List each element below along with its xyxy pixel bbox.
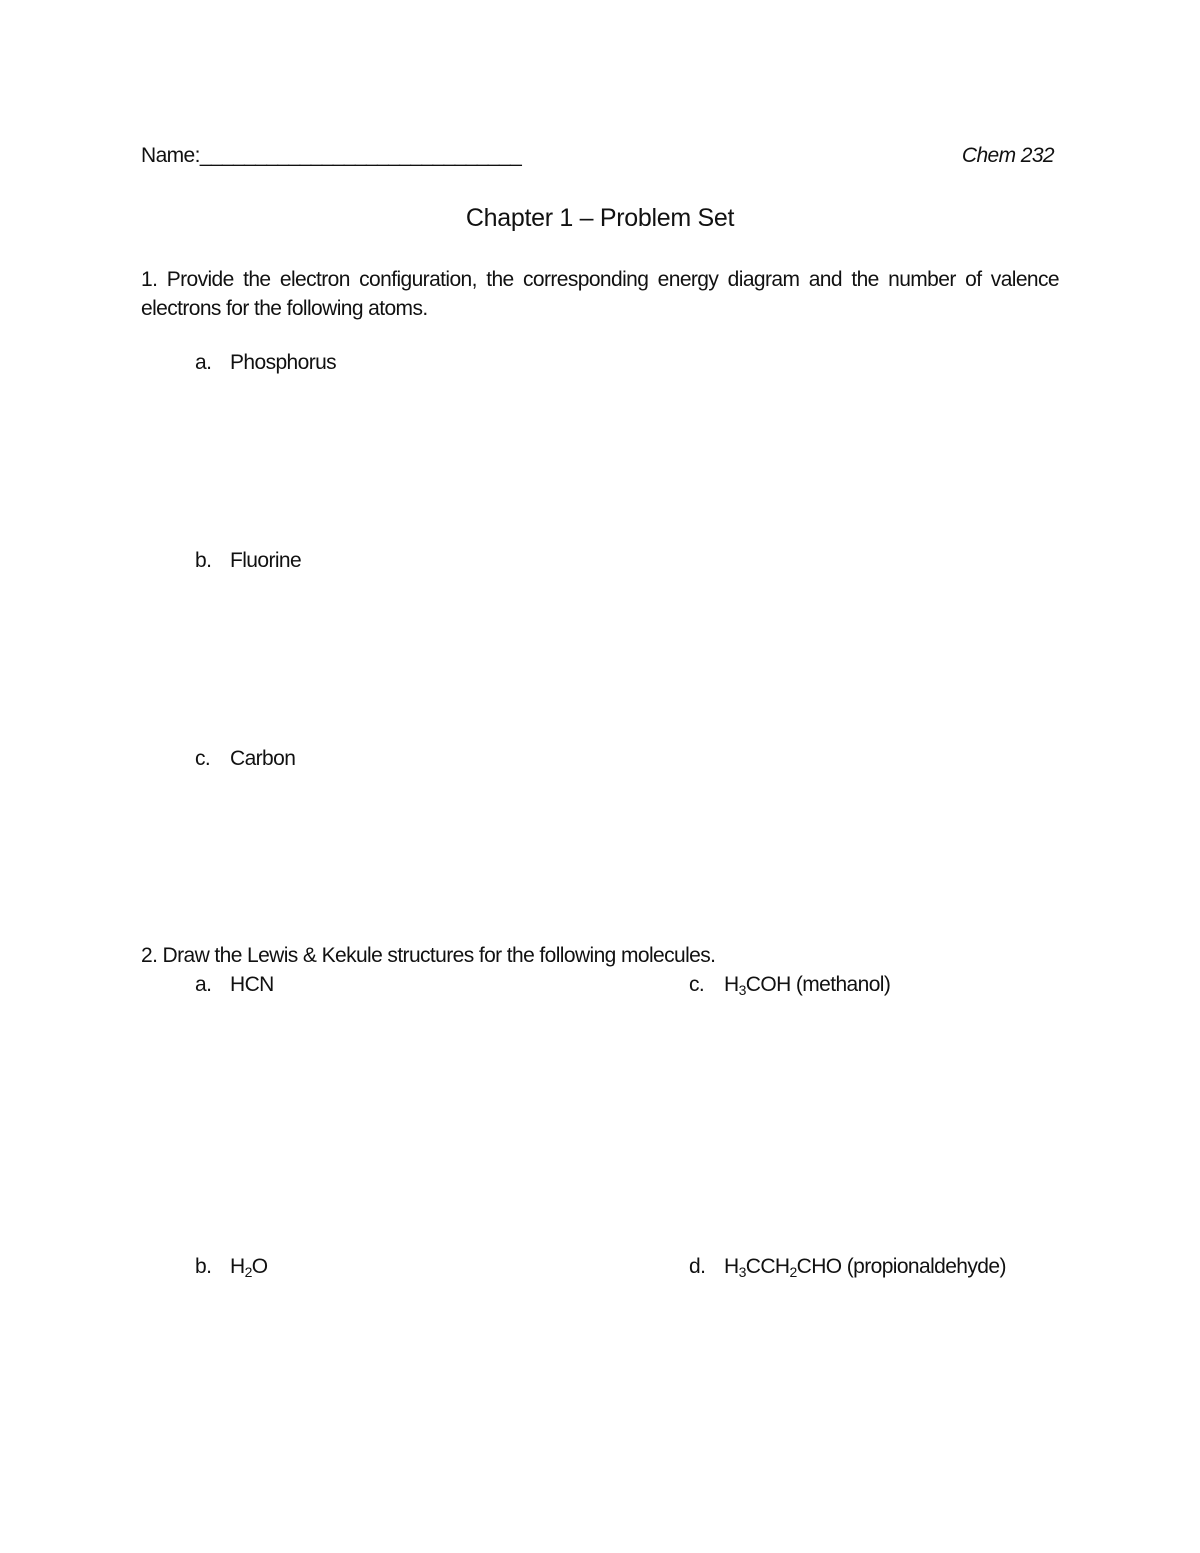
item-text: Carbon — [230, 747, 296, 770]
formula-part: CCH — [745, 1255, 790, 1278]
formula-part: H — [724, 1255, 739, 1278]
q2-item-b — [195, 1255, 268, 1279]
formula-part: H — [230, 1255, 245, 1278]
formula-part: CHO (propionaldehyde) — [796, 1255, 1006, 1278]
question-2: 2. Draw the Lewis & Kekule structures for the following molecules. — [141, 944, 716, 967]
name-label: Name: — [141, 144, 200, 167]
item-letter: d. — [689, 1255, 706, 1278]
formula-part: COH (methanol) — [745, 973, 891, 996]
question-1: 1. Provide the electron configuration, the corresponding energy diagram and the number of valence electrons for the following atoms. — [141, 268, 1059, 320]
formula-subscript: 3 — [738, 1264, 746, 1280]
item-text: HCN — [230, 973, 274, 996]
name-field — [141, 144, 521, 168]
item-text: Fluorine — [230, 549, 302, 572]
item-letter: b. — [195, 549, 212, 572]
course-label: Chem 232 — [961, 144, 1054, 167]
q1-item-a — [195, 351, 336, 375]
formula-subscript: 3 — [738, 982, 746, 998]
name-blank: _____________________________ — [199, 144, 522, 167]
page-title: Chapter 1 – Problem Set — [465, 204, 735, 232]
item-letter: c. — [689, 973, 705, 996]
item-text: Phosphorus — [230, 351, 337, 374]
q2-item-d — [689, 1255, 1006, 1279]
item-letter: a. — [195, 351, 212, 374]
formula-subscript: 2 — [789, 1264, 797, 1280]
q1-item-b — [195, 549, 301, 573]
item-letter: c. — [195, 747, 211, 770]
formula-subscript: 2 — [244, 1264, 252, 1280]
q2-item-a — [195, 973, 274, 997]
q1-item-c — [195, 747, 295, 771]
item-letter: b. — [195, 1255, 212, 1278]
item-letter: a. — [195, 973, 212, 996]
formula-part: O — [251, 1255, 268, 1278]
formula-part: H — [724, 973, 739, 996]
q2-item-c — [689, 973, 890, 997]
